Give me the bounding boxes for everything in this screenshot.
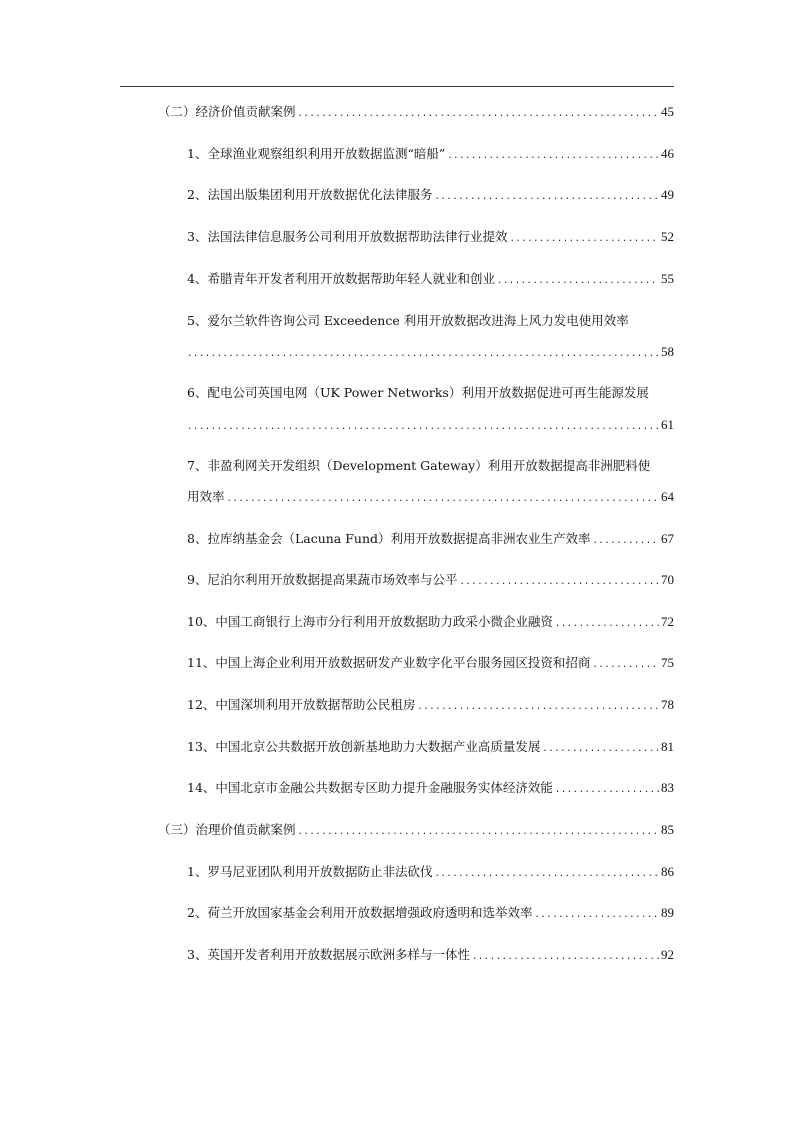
toc-entry-title: 14、中国北京市金融公共数据专区助力提升金融服务实体经济效能 bbox=[187, 780, 553, 795]
toc-entry[interactable] bbox=[187, 229, 674, 247]
dot-leader bbox=[187, 419, 659, 435]
dot-leader bbox=[592, 657, 659, 673]
dot-leader bbox=[227, 491, 659, 507]
toc-page-number: 72 bbox=[661, 614, 674, 629]
toc-entry-title: 1、罗马尼亚团队利用开放数据防止非法砍伐 bbox=[187, 864, 433, 879]
toc-page-number: 55 bbox=[661, 271, 674, 286]
toc-entry[interactable] bbox=[187, 146, 674, 164]
dot-leader bbox=[417, 699, 659, 715]
toc-entry-title: （三）治理价值贡献案例 bbox=[158, 822, 296, 837]
toc-entry[interactable] bbox=[187, 271, 674, 289]
dot-leader bbox=[593, 533, 659, 549]
toc-entry[interactable] bbox=[187, 531, 674, 549]
toc-section-governance[interactable] bbox=[158, 822, 674, 840]
dot-leader bbox=[298, 106, 659, 122]
toc-page-number: 70 bbox=[661, 572, 674, 587]
toc-entry[interactable] bbox=[187, 697, 674, 715]
toc-page-number: 86 bbox=[661, 864, 674, 879]
toc-entry-title: 1、全球渔业观察组织利用开放数据监测“暗船” bbox=[187, 146, 446, 161]
toc-entry-title: 8、拉库纳基金会（Lacuna Fund）利用开放数据提高非洲农业生产效率 bbox=[187, 531, 591, 546]
toc-entry-title: 13、中国北京公共数据开放创新基地助力大数据产业高质量发展 bbox=[187, 739, 541, 754]
toc-entry-continuation[interactable] bbox=[187, 417, 674, 435]
toc-page-number: 75 bbox=[661, 655, 674, 670]
toc-entry[interactable] bbox=[187, 572, 674, 590]
toc-entry-title-line1[interactable]: 6、配电公司英国电网（UK Power Networks）利用开放数据促进可再生能源发展 bbox=[187, 385, 649, 400]
dot-leader bbox=[555, 782, 659, 798]
toc-page-number: 92 bbox=[661, 947, 674, 962]
toc-entry[interactable] bbox=[187, 864, 674, 882]
toc-section-economic[interactable] bbox=[158, 104, 674, 122]
toc-page-number: 61 bbox=[661, 417, 674, 432]
dot-leader bbox=[187, 346, 659, 362]
toc-page-number: 67 bbox=[661, 531, 674, 546]
toc-entry-title: 3、法国法律信息服务公司利用开放数据帮助法律行业提效 bbox=[187, 229, 508, 244]
dot-leader bbox=[447, 148, 659, 164]
toc-page-number: 83 bbox=[661, 780, 674, 795]
toc-entry[interactable] bbox=[187, 739, 674, 757]
toc-page-number: 81 bbox=[661, 739, 674, 754]
dot-leader bbox=[534, 907, 659, 923]
toc-entry-title: 9、尼泊尔利用开放数据提高果蔬市场效率与公平 bbox=[187, 572, 458, 587]
toc-entry-title-line1[interactable]: 5、爱尔兰软件咨询公司 Exceedence 利用开放数据改进海上风力发电使用效率 bbox=[187, 313, 629, 328]
toc-page-number: 89 bbox=[661, 905, 674, 920]
toc-entry[interactable] bbox=[187, 187, 674, 205]
toc-entry-title: 10、中国工商银行上海市分行利用开放数据助力政采小微企业融资 bbox=[187, 614, 553, 629]
toc-entry-title: 4、希腊青年开发者利用开放数据帮助年轻人就业和创业 bbox=[187, 271, 495, 286]
dot-leader bbox=[555, 616, 659, 632]
toc-entry-title-line1[interactable]: 7、非盈利网关开发组织（Development Gateway）利用开放数据提高非洲肥料使 bbox=[187, 458, 651, 473]
toc-page-number: 78 bbox=[661, 697, 674, 712]
toc-page-number: 45 bbox=[661, 104, 674, 119]
toc-entry-title: 2、荷兰开放国家基金会利用开放数据增强政府透明和选举效率 bbox=[187, 905, 533, 920]
dot-leader bbox=[472, 949, 659, 965]
dot-leader bbox=[542, 741, 659, 757]
toc-page-number: 64 bbox=[661, 489, 674, 504]
toc-page-number: 49 bbox=[661, 187, 674, 202]
toc-entry-continuation[interactable] bbox=[187, 344, 674, 362]
toc-page-number: 52 bbox=[661, 229, 674, 244]
toc-page-number: 85 bbox=[661, 822, 674, 837]
toc-entry[interactable] bbox=[187, 614, 674, 632]
toc-entry[interactable] bbox=[187, 655, 674, 673]
toc-entry-title: 2、法国出版集团利用开放数据优化法律服务 bbox=[187, 187, 433, 202]
toc-entry-title: （二）经济价值贡献案例 bbox=[158, 104, 296, 119]
toc-entry[interactable] bbox=[187, 947, 674, 965]
toc-page-number: 46 bbox=[661, 146, 674, 161]
toc-entry-title: 12、中国深圳利用开放数据帮助公民租房 bbox=[187, 697, 416, 712]
dot-leader bbox=[497, 273, 659, 289]
toc-entry-title: 3、英国开发者利用开放数据展示欧洲多样与一体性 bbox=[187, 947, 470, 962]
dot-leader bbox=[434, 189, 659, 205]
toc-page-number: 58 bbox=[661, 344, 674, 359]
dot-leader bbox=[459, 574, 659, 590]
dot-leader bbox=[509, 231, 659, 247]
toc-entry[interactable] bbox=[187, 905, 674, 923]
toc-entry[interactable] bbox=[187, 780, 674, 798]
toc-entry-continuation[interactable] bbox=[187, 489, 674, 507]
dot-leader bbox=[434, 866, 659, 882]
dot-leader bbox=[298, 824, 659, 840]
toc-entry-title: 11、中国上海企业利用开放数据研发产业数字化平台服务园区投资和招商 bbox=[187, 655, 591, 670]
toc-entry-title-line2: 用效率 bbox=[187, 489, 225, 504]
